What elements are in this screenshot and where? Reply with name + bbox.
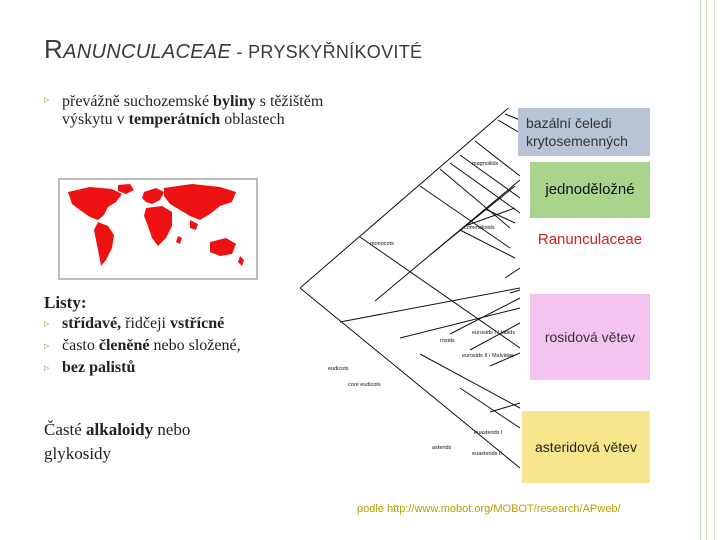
alkaloids-note xyxy=(44,418,190,466)
leaves-heading: Listy: xyxy=(44,293,87,312)
bullet-icon: ▹ xyxy=(44,340,50,352)
tree-label-core-eudicots: core eudicots xyxy=(348,382,381,388)
leaves-item: ▹ často členěné nebo složené, xyxy=(44,335,241,357)
basal-angiosperms-box: bazální čeledi krytosemenných xyxy=(518,108,650,156)
slide-title: RANUNCULACEAE - PRYSKYŘNÍKOVITÉ xyxy=(44,34,423,64)
tree-label-euasterids-ii: euasterids II xyxy=(472,451,502,457)
right-decoration xyxy=(698,0,720,540)
asterid-branch-box: asteridová větev xyxy=(522,411,650,483)
tree-label-euasterids-i: euasterids I xyxy=(474,430,503,436)
bullet-icon: ▹ xyxy=(44,318,50,330)
phylogeny-diagram xyxy=(300,108,530,468)
rosid-branch-box: rosidová větev xyxy=(530,294,650,380)
distribution-map xyxy=(58,178,258,280)
source-link[interactable]: podle http://www.mobot.org/MOBOT/research/APweb/ xyxy=(357,503,621,515)
tree-label-eudicots: eudicots xyxy=(328,366,349,372)
tree-label-magnoliids: magnoliids xyxy=(472,161,499,167)
tree-label-eurosids-i: eurosids I / fabids xyxy=(472,330,516,336)
bullet-icon: ▹ xyxy=(44,362,50,374)
alkaloids-line: glykosidy xyxy=(44,444,112,463)
monocots-box: jednoděložné xyxy=(530,162,650,218)
tree-label-asterids: asterids xyxy=(432,445,452,451)
bullet-icon: ▹ xyxy=(44,94,50,106)
tree-label-monocots: monocots xyxy=(370,241,394,247)
intro-text: převážně suchozemské byliny s těžištěm výskytu v temperátních oblastech xyxy=(62,93,324,128)
ranunculaceae-box: Ranunculaceae xyxy=(530,222,650,258)
leaves-item: ▹ střídavé, řidčeji vstřícné xyxy=(44,313,241,335)
tree-label-rosids: rosids xyxy=(440,338,455,344)
tree-label-eurosids-ii: eurosids II / Malvidae xyxy=(462,353,514,359)
leaves-item: ▹ bez palistů xyxy=(44,357,241,379)
intro-bullet xyxy=(44,93,344,129)
tree-label-commelinids: commelinids xyxy=(464,225,495,231)
leaves-section xyxy=(44,293,241,379)
alkaloids-line: Časté alkaloidy nebo xyxy=(44,420,191,439)
